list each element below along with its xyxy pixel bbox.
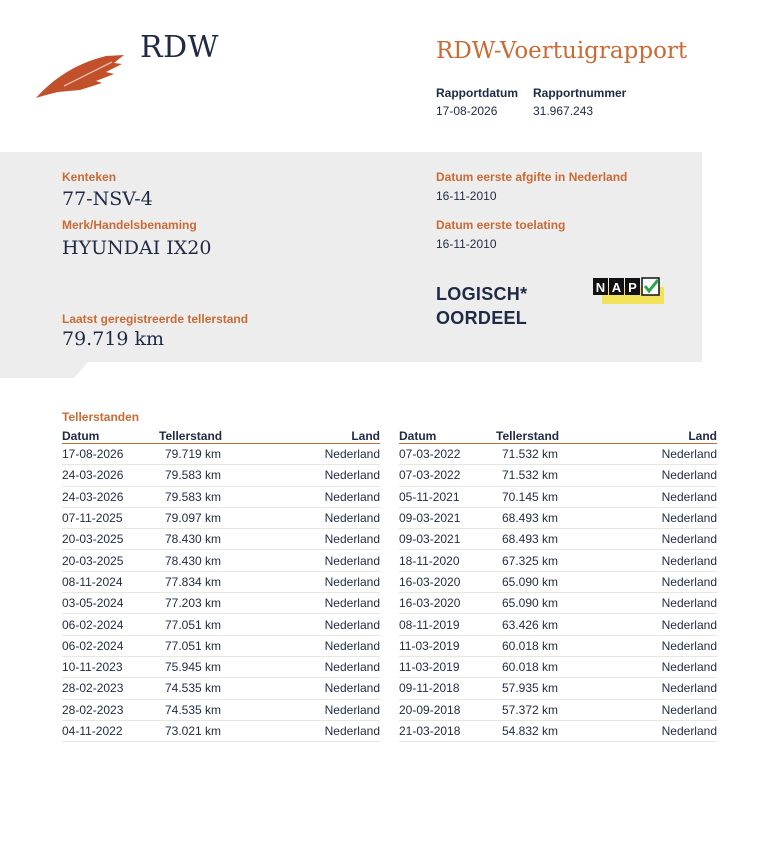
reading-date: 08-11-2024	[62, 571, 159, 592]
nap-letter-n: N	[595, 280, 606, 295]
reading-date: 03-05-2024	[62, 593, 159, 614]
reading-country: Nederland	[622, 465, 717, 486]
verdict	[436, 282, 527, 330]
reading-odometer: 79.097 km	[159, 507, 285, 528]
table-row	[62, 550, 380, 571]
reading-odometer: 77.051 km	[159, 614, 285, 635]
col-country-header: Land	[622, 428, 717, 444]
reading-country: Nederland	[622, 593, 717, 614]
reading-date: 17-08-2026	[62, 444, 159, 465]
table-row	[62, 465, 380, 486]
reading-date: 07-03-2022	[399, 465, 496, 486]
first-admission-value: 16-11-2010	[436, 237, 497, 251]
reading-country: Nederland	[285, 571, 380, 592]
report-number: 31.967.243	[533, 104, 594, 118]
col-date-header: Datum	[62, 428, 159, 444]
reading-date: 10-11-2023	[62, 656, 159, 677]
col-odometer-header: Tellerstand	[496, 428, 622, 444]
reading-odometer: 79.583 km	[159, 486, 285, 507]
table-row	[62, 571, 380, 592]
reading-odometer: 57.372 km	[496, 699, 622, 720]
table-row	[399, 465, 717, 486]
table-row	[62, 720, 380, 741]
reading-odometer: 60.018 km	[496, 656, 622, 677]
first-nl-value: 16-11-2010	[436, 189, 497, 203]
table-row	[399, 486, 717, 507]
reading-odometer: 73.021 km	[159, 720, 285, 741]
verdict-line1: LOGISCH*	[436, 284, 528, 304]
reading-country: Nederland	[285, 465, 380, 486]
reading-odometer: 63.426 km	[496, 614, 622, 635]
readings-table-left	[62, 428, 380, 742]
reading-odometer: 78.430 km	[159, 550, 285, 571]
table-row	[62, 529, 380, 550]
reading-odometer: 60.018 km	[496, 635, 622, 656]
report-date: 17-08-2026	[436, 104, 498, 118]
table-row	[399, 593, 717, 614]
table-row	[62, 444, 380, 465]
reading-country: Nederland	[285, 614, 380, 635]
reading-date: 24-03-2026	[62, 486, 159, 507]
reading-date: 18-11-2020	[399, 550, 496, 571]
table-row	[399, 720, 717, 741]
reading-country: Nederland	[285, 529, 380, 550]
reading-odometer: 79.719 km	[159, 444, 285, 465]
table-row	[399, 550, 717, 571]
reading-country: Nederland	[622, 507, 717, 528]
reading-odometer: 71.532 km	[496, 465, 622, 486]
reading-odometer: 74.535 km	[159, 678, 285, 699]
odometer-label: Laatst geregistreerde tellerstand	[62, 312, 249, 326]
reading-odometer: 65.090 km	[496, 593, 622, 614]
nap-letter-a: A	[611, 280, 622, 295]
table-row	[62, 678, 380, 699]
table-row	[62, 635, 380, 656]
report-title: RDW-Voertuigrapport	[436, 38, 688, 64]
make-value: HYUNDAI IX20	[62, 237, 212, 259]
table-row	[62, 507, 380, 528]
table-row	[399, 507, 717, 528]
reading-date: 08-11-2019	[399, 614, 496, 635]
reading-odometer: 65.090 km	[496, 571, 622, 592]
reading-date: 11-03-2019	[399, 656, 496, 677]
reading-date: 07-03-2022	[399, 444, 496, 465]
reading-date: 28-02-2023	[62, 699, 159, 720]
reading-odometer: 68.493 km	[496, 507, 622, 528]
reading-date: 05-11-2021	[399, 486, 496, 507]
reading-odometer: 74.535 km	[159, 699, 285, 720]
reading-odometer: 68.493 km	[496, 529, 622, 550]
table-row	[399, 571, 717, 592]
reading-country: Nederland	[285, 720, 380, 741]
reading-date: 07-11-2025	[62, 507, 159, 528]
reading-country: Nederland	[622, 444, 717, 465]
table-row	[399, 444, 717, 465]
brand-name: RDW	[140, 30, 219, 65]
reading-country: Nederland	[285, 678, 380, 699]
reading-odometer: 79.583 km	[159, 465, 285, 486]
reading-date: 09-11-2018	[399, 678, 496, 699]
reading-country: Nederland	[622, 486, 717, 507]
reading-country: Nederland	[622, 635, 717, 656]
table-row	[399, 635, 717, 656]
reading-odometer: 77.051 km	[159, 635, 285, 656]
reading-country: Nederland	[622, 550, 717, 571]
col-country-header: Land	[285, 428, 380, 444]
reading-date: 09-03-2021	[399, 529, 496, 550]
reading-odometer: 54.832 km	[496, 720, 622, 741]
report-number-label: Rapportnummer	[533, 86, 627, 100]
reading-date: 04-11-2022	[62, 720, 159, 741]
reading-date: 21-03-2018	[399, 720, 496, 741]
reading-date: 06-02-2024	[62, 635, 159, 656]
reading-country: Nederland	[285, 486, 380, 507]
reading-odometer: 67.325 km	[496, 550, 622, 571]
reading-country: Nederland	[285, 444, 380, 465]
reading-odometer: 71.532 km	[496, 444, 622, 465]
reading-date: 28-02-2023	[62, 678, 159, 699]
table-row	[399, 614, 717, 635]
readings-table-right	[399, 428, 717, 742]
reading-date: 16-03-2020	[399, 571, 496, 592]
readings-title: Tellerstanden	[62, 410, 140, 424]
reading-country: Nederland	[622, 614, 717, 635]
plate-value: 77-NSV-4	[62, 188, 153, 210]
nap-letter-p: P	[628, 280, 637, 295]
reading-country: Nederland	[285, 635, 380, 656]
reading-odometer: 77.203 km	[159, 593, 285, 614]
verdict-line2: OORDEEL	[436, 308, 528, 328]
reading-country: Nederland	[622, 720, 717, 741]
reading-country: Nederland	[285, 550, 380, 571]
plate-label: Kenteken	[62, 170, 117, 184]
col-date-header: Datum	[399, 428, 496, 444]
reading-date: 20-03-2025	[62, 550, 159, 571]
table-row	[62, 486, 380, 507]
reading-country: Nederland	[285, 656, 380, 677]
table-row	[399, 699, 717, 720]
table-row	[399, 678, 717, 699]
reading-odometer: 77.834 km	[159, 571, 285, 592]
reading-country: Nederland	[622, 678, 717, 699]
reading-country: Nederland	[622, 656, 717, 677]
reading-country: Nederland	[285, 699, 380, 720]
reading-country: Nederland	[622, 699, 717, 720]
reading-date: 11-03-2019	[399, 635, 496, 656]
table-row	[62, 699, 380, 720]
odometer-value: 79.719 km	[62, 328, 165, 350]
reading-odometer: 57.935 km	[496, 678, 622, 699]
table-row	[62, 614, 380, 635]
reading-odometer: 70.145 km	[496, 486, 622, 507]
table-row	[62, 656, 380, 677]
reading-odometer: 75.945 km	[159, 656, 285, 677]
nap-check-icon	[592, 277, 664, 305]
reading-country: Nederland	[285, 507, 380, 528]
reading-date: 09-03-2021	[399, 507, 496, 528]
reading-odometer: 78.430 km	[159, 529, 285, 550]
rdw-logo-icon	[34, 50, 126, 100]
reading-date: 20-09-2018	[399, 699, 496, 720]
make-label: Merk/Handelsbenaming	[62, 218, 197, 232]
table-row	[399, 529, 717, 550]
reading-date: 20-03-2025	[62, 529, 159, 550]
reading-date: 16-03-2020	[399, 593, 496, 614]
reading-country: Nederland	[622, 529, 717, 550]
report-date-label: Rapportdatum	[436, 86, 518, 100]
col-odometer-header: Tellerstand	[159, 428, 285, 444]
reading-country: Nederland	[622, 571, 717, 592]
first-nl-label: Datum eerste afgifte in Nederland	[436, 170, 628, 184]
reading-country: Nederland	[285, 593, 380, 614]
table-row	[62, 593, 380, 614]
first-admission-label: Datum eerste toelating	[436, 218, 566, 232]
reading-date: 24-03-2026	[62, 465, 159, 486]
table-row	[399, 656, 717, 677]
reading-date: 06-02-2024	[62, 614, 159, 635]
